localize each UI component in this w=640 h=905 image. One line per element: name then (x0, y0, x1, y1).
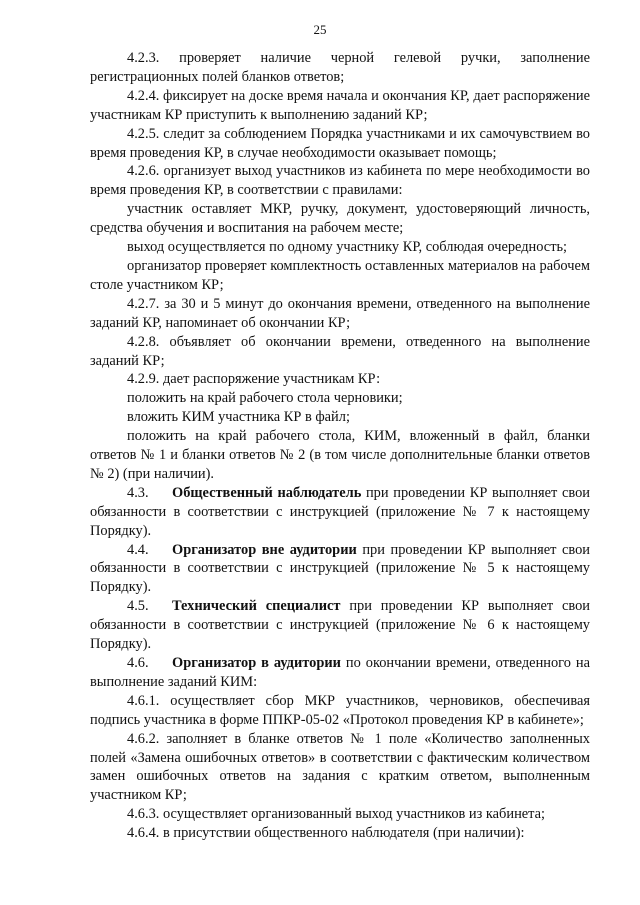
paragraph-4-2-8: 4.2.8. объявляет об окончании времени, отведенного на выполнение заданий КР; (90, 333, 590, 369)
section-role: Организатор в аудитории (172, 655, 341, 671)
section-role: Технический специалист (172, 598, 341, 615)
section-text: по окончании времени, отведенного на выполнение заданий КИМ: (90, 655, 590, 690)
section-4-3 (90, 484, 590, 541)
rule-item-organizer-checks: организатор проверяет комплектность оставленных материалов на рабочем столе участником КР; (90, 257, 590, 293)
paragraph-4-2-6: 4.2.6. организует выход участников из кабинета по мере необходимости во время проведения КР, в соответствии с правилами: (90, 163, 590, 199)
section-role: Организатор вне аудитории (172, 541, 357, 558)
section-text: при проведении КР выполняет свои обязанности в соответствии с инструкцией (приложение № 5 к настоящему Порядку). (90, 541, 590, 596)
rule-item-leave-materials: участник оставляет МКР, ручку, документ, удостоверяющий личность, средства обучения и воспитания на рабочем месте; (90, 201, 590, 237)
section-label: 4.3. (127, 484, 149, 501)
paragraph-4-2-4: 4.2.4. фиксирует на доске время начала и окончания КР, дает распоряжение участникам КР приступить к выполнению заданий КР; (90, 87, 590, 123)
document-body (90, 49, 590, 843)
instruction-item-drafts: положить на край рабочего стола черновики; (127, 390, 403, 407)
section-text: при проведении КР выполняет свои обязанности в соответствии с инструкцией (приложение № 7 к настоящему Порядку). (90, 484, 590, 539)
rule-item-one-at-a-time: выход осуществляется по одному участнику КР, соблюдая очередность; (127, 239, 568, 256)
paragraph-4-6-1: 4.6.1. осуществляет сбор МКР участников, черновиков, обеспечивая подпись участника в форме ППКР-05-02 «Протокол проведения КР в кабинете»; (90, 692, 590, 728)
page-number: 25 (313, 22, 327, 37)
paragraph-4-2-5: 4.2.5. следит за соблюдением Порядка участниками и их самочувствием во время проведения КР, в случае необходимости оказывает помощь; (90, 125, 590, 161)
paragraph-4-2-7: 4.2.7. за 30 и 5 минут до окончания времени, отведенного на выполнение заданий КР, напоминает об окончании КР; (90, 295, 590, 331)
section-label: 4.5. (127, 598, 149, 615)
paragraph-4-2-9: 4.2.9. дает распоряжение участникам КР: (127, 371, 381, 388)
paragraph-4-6-4: 4.6.4. в присутствии общественного наблюдателя (при наличии): (127, 825, 525, 842)
section-label: 4.6. (127, 655, 149, 671)
paragraph-4-2-3: 4.2.3. проверяет наличие черной гелевой ручки, заполнение регистрационных полей бланков ответов; (90, 50, 590, 85)
section-text: при проведении КР выполняет свои обязанности в соответствии с инструкцией (приложение № 6 к настоящему Порядку). (90, 598, 590, 653)
section-label: 4.4. (127, 541, 149, 558)
section-role: Общественный наблюдатель (172, 484, 362, 501)
paragraph-4-6-3: 4.6.3. осуществляет организованный выход участников из кабинета; (127, 806, 546, 823)
section-4-5 (90, 597, 590, 654)
section-4-4 (90, 541, 590, 598)
instruction-item-answer-sheets: положить на край рабочего стола, КИМ, вложенный в файл, бланки ответов № 1 и бланки ответов № 2 (в том числе дополнительные бланки ответов № 2) (при наличии). (90, 428, 590, 482)
paragraph-4-6-2: 4.6.2. заполняет в бланке ответов № 1 поле «Количество заполненных полей «Замена ошибочных ответов» в соответствии с фактическим количеством замен ошибочных ответов на задания с кратким ответом, выполненным участником КР; (90, 730, 590, 804)
section-4-6 (90, 654, 590, 692)
instruction-item-kim-in-file: вложить КИМ участника КР в файл; (127, 409, 350, 426)
